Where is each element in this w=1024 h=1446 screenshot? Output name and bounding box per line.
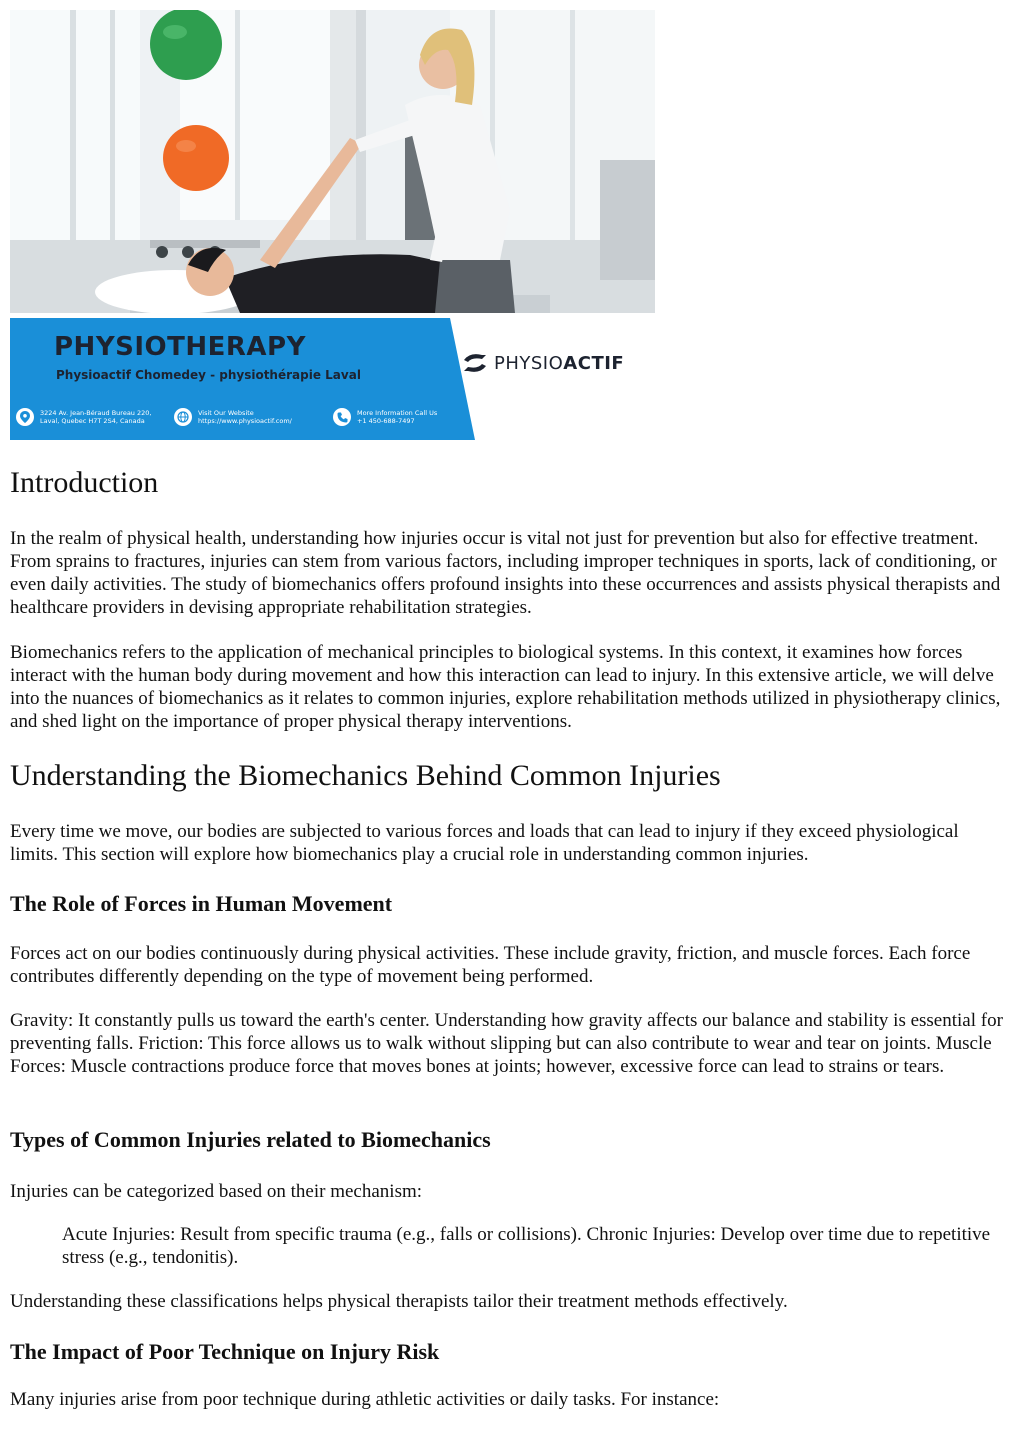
address-contact bbox=[16, 408, 151, 426]
physioactif-logo bbox=[460, 352, 624, 374]
address-text bbox=[40, 409, 151, 425]
phone-number[interactable]: +1 450-688-7497 bbox=[357, 417, 415, 425]
phone-icon bbox=[333, 408, 351, 426]
paragraph-intro-1: In the realm of physical health, understanding how injuries occur is vital not just for prevention but also for effective treatment. From sprains to fractures, injuries can stem from various factors, including improper techniques in sports, lack of conditioning, or even daily activities. The study of biomechanics offers profound insights into these occurrences and assists physical therapists and healthcare providers in devising appropriate rehabilitation strategies. bbox=[10, 528, 1001, 618]
logo-bold-part: ACTIF bbox=[563, 352, 625, 374]
paragraph-forces-2: Gravity: It constantly pulls us toward the earth's center. Understanding how gravity affects our balance and stability is essential for preventing falls. Friction: This force allows us to walk without slipping but can also contribute to wear and tear on joints. Muscle Forces: Muscle contractions produce force that moves bones at joints; however, excessive force can lead to strains or tears. bbox=[10, 1010, 1003, 1077]
location-pin-icon bbox=[16, 408, 34, 426]
banner-title: PHYSIOTHERAPY bbox=[54, 332, 306, 362]
website-contact bbox=[174, 408, 292, 426]
logo-regular-part: PHYSIO bbox=[494, 352, 564, 374]
heading-role-of-forces: The Role of Forces in Human Movement bbox=[10, 891, 393, 916]
heading-types-of-injuries: Types of Common Injuries related to Biomechanics bbox=[10, 1127, 491, 1152]
globe-icon bbox=[174, 408, 192, 426]
paragraph-types-2: Acute Injuries: Result from specific trauma (e.g., falls or collisions). Chronic Injuries: Develop over time due to repetitive stress (e.g., tendonitis). bbox=[62, 1224, 991, 1268]
logo-wordmark bbox=[494, 353, 624, 374]
paragraph-intro-2: Biomechanics refers to the application of mechanical principles to biological systems. In this context, it examines how forces interact with the human body during movement and how this interaction can lead to injury. In this extensive article, we will delve into the nuances of biomechanics as it relates to common injuries, explore rehabilitation methods utilized in physiotherapy clinics, and shed light on the importance of proper physical therapy interventions. bbox=[10, 642, 1001, 732]
clinic-photo-illustration bbox=[10, 10, 655, 313]
website-text bbox=[198, 409, 292, 425]
paragraph-types-1: Injuries can be categorized based on their mechanism: bbox=[10, 1181, 423, 1202]
physioactif-logo-icon bbox=[460, 352, 490, 374]
banner-subtitle: Physioactif Chomedey - physiothérapie Laval bbox=[56, 368, 361, 382]
address-line-1: 3224 Av. Jean-Béraud Bureau 220, bbox=[40, 409, 152, 417]
header-banner-image bbox=[10, 10, 655, 440]
website-label: Visit Our Website bbox=[198, 409, 254, 417]
phone-label: More Information Call Us bbox=[357, 409, 438, 417]
paragraph-types-3: Understanding these classifications helps physical therapists tailor their treatment methods effectively. bbox=[10, 1291, 788, 1312]
address-line-2: Laval, Quebec H7T 2S4, Canada bbox=[40, 417, 145, 425]
clinic-photo bbox=[10, 10, 655, 313]
heading-understanding-biomechanics: Understanding the Biomechanics Behind Common Injuries bbox=[10, 759, 721, 792]
phone-text bbox=[357, 409, 437, 425]
website-url[interactable]: https://www.physioactif.com/ bbox=[198, 417, 292, 425]
paragraph-technique: Many injuries arise from poor technique during athletic activities or daily tasks. For instance: bbox=[10, 1389, 720, 1410]
paragraph-understanding: Every time we move, our bodies are subjected to various forces and loads that can lead to injury if they exceed physiological limits. This section will explore how biomechanics play a crucial role in understanding common injuries. bbox=[10, 821, 959, 865]
paragraph-forces-1: Forces act on our bodies continuously during physical activities. These include gravity, friction, and muscle forces. Each force contributes differently depending on the type of movement being performed. bbox=[10, 943, 971, 987]
heading-introduction: Introduction bbox=[10, 466, 159, 499]
phone-contact bbox=[333, 408, 437, 426]
heading-poor-technique: The Impact of Poor Technique on Injury Risk bbox=[10, 1339, 440, 1364]
banner-info-panel bbox=[10, 318, 655, 440]
